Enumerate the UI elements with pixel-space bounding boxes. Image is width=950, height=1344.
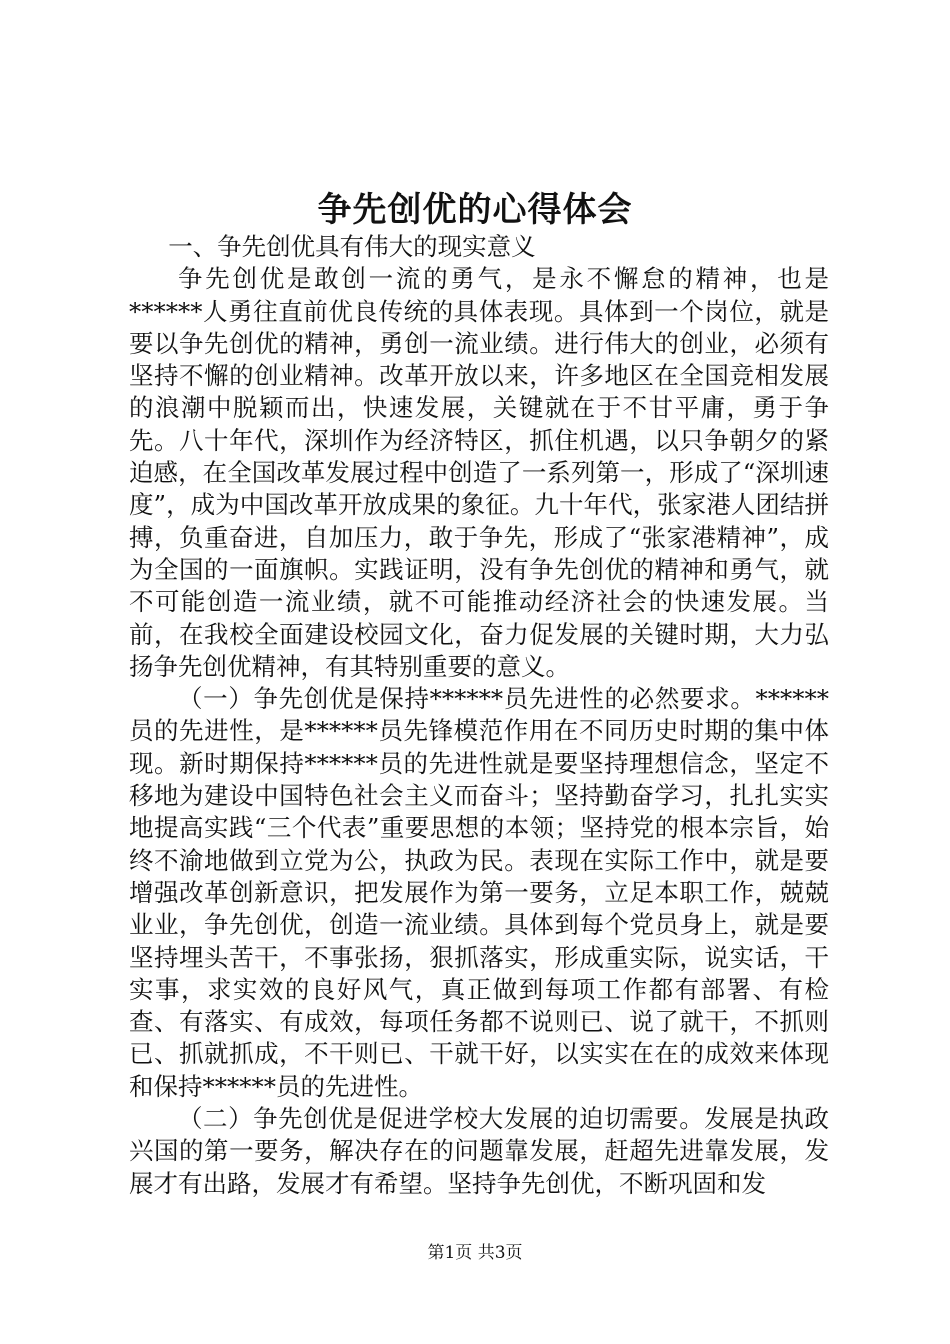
page-footer: 第1页 共3页: [427, 1243, 523, 1263]
body-paragraph: （二）争先创优是促进学校大发展的迫切需要。发展是执政兴国的第一要务，解决存在的问题靠发展，赶超先进靠发展，发展才有出路，发展才有希望。坚持争先创优，不断巩固和发: [129, 1104, 829, 1198]
section-heading: 一、争先创优具有伟大的现实意义: [168, 232, 536, 261]
document-title: 争先创优的心得体会: [317, 190, 633, 230]
body-paragraph: （一）争先创优是保持******员先进性的必然要求。******员的先进性，是******员先锋模范作用在不同历史时期的集中体现。新时期保持******员的先进性就是要坚持理想信念，坚定不移地为建设中国特色社会主义而奋斗；坚持勤奋学习，扎扎实实地提高实践“三个代表”重要思想的本领；坚持党的根本宗旨，始终不渝地做到立党为公，执政为民。表现在实际工作中，就是要增强改革创新意识，把发展作为第一要务，立足本职工作，兢兢业业，争先创优，创造一流业绩。具体到每个党员身上，就是要坚持埋头苦干，不事张扬，狠抓落实，形成重实际，说实话，干实事，求实效的良好风气，真正做到每项工作都有部署、有检查、有落实、有成效，每项任务都不说则已、说了就干，不抓则已、抓就抓成，不干则已、干就干好，以实实在在的成效来体现和保持******员的先进性。: [129, 684, 829, 1101]
body-paragraph: 争先创优是敢创一流的勇气，是永不懈怠的精神，也是******人勇往直前优良传统的具体表现。具体到一个岗位，就是要以争先创优的精神，勇创一流业绩。进行伟大的创业，必须有坚持不懈的创业精神。改革开放以来，许多地区在全国竞相发展的浪潮中脱颖而出，快速发展，关键就在于不甘平庸，勇于争先。八十年代，深圳作为经济特区，抓住机遇，以只争朝夕的紧迫感，在全国改革发展过程中创造了一系列第一，形成了“深圳速度”，成为中国改革开放成果的象征。九十年代，张家港人团结拼搏，负重奋进，自加压力，敢于争先，形成了“张家港精神”，成为全国的一面旗帜。实践证明，没有争先创优的精神和勇气，就不可能创造一流业绩，就不可能推动经济社会的快速发展。当前，在我校全面建设校园文化，奋力促发展的关键时期，大力弘扬争先创优精神，有其特别重要的意义。: [129, 264, 829, 681]
document-body: [129, 231, 829, 1200]
